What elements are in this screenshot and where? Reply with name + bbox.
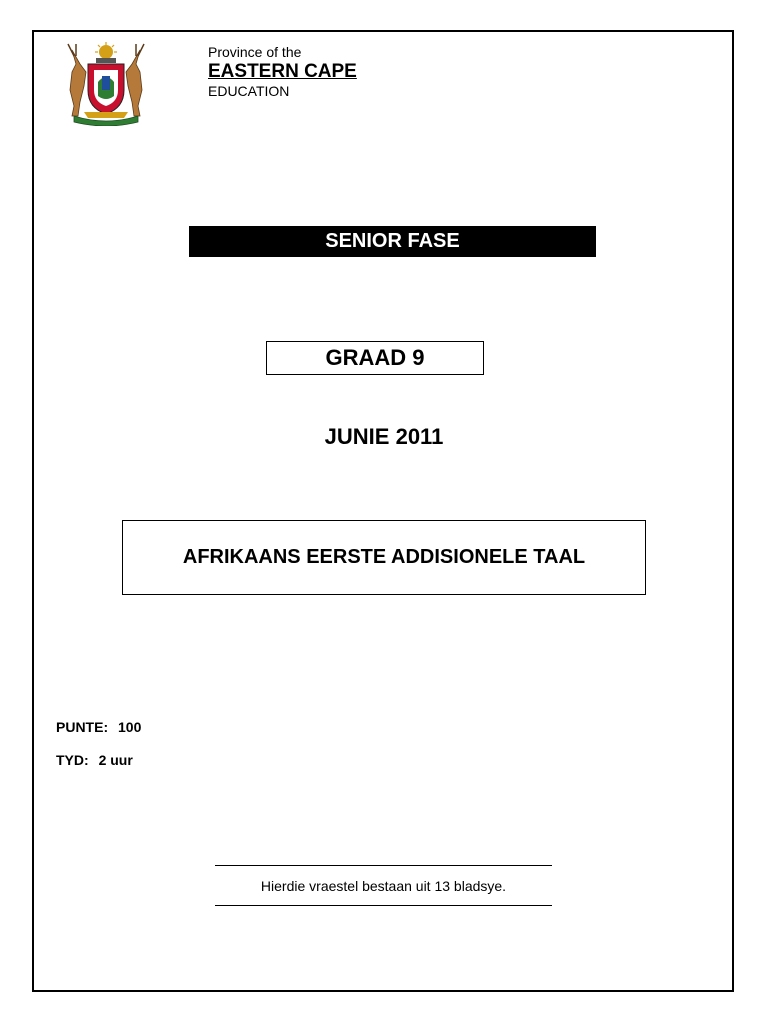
department-header	[208, 44, 357, 99]
grade-box: GRAAD 9	[266, 341, 484, 375]
coat-of-arms-icon	[58, 42, 154, 126]
department-name: EDUCATION	[208, 82, 290, 99]
subject-box: AFRIKAANS EERSTE ADDISIONELE TAAL	[122, 520, 646, 595]
pages-note: Hierdie vraestel bestaan uit 13 bladsye.	[215, 865, 552, 906]
time-label: TYD:	[56, 752, 89, 768]
province-name: EASTERN CAPE	[208, 61, 357, 83]
province-line: Province of the	[208, 44, 302, 60]
time-row	[56, 752, 133, 768]
exam-date	[0, 424, 768, 450]
marks-row	[56, 719, 141, 735]
page-frame	[32, 30, 734, 992]
marks-value: 100	[118, 719, 142, 735]
marks-label: PUNTE:	[56, 719, 109, 735]
phase-banner: SENIOR FASE	[189, 226, 596, 257]
time-value: 2 uur	[98, 752, 133, 768]
exam-date-text: JUNIE 2011	[324, 424, 444, 449]
